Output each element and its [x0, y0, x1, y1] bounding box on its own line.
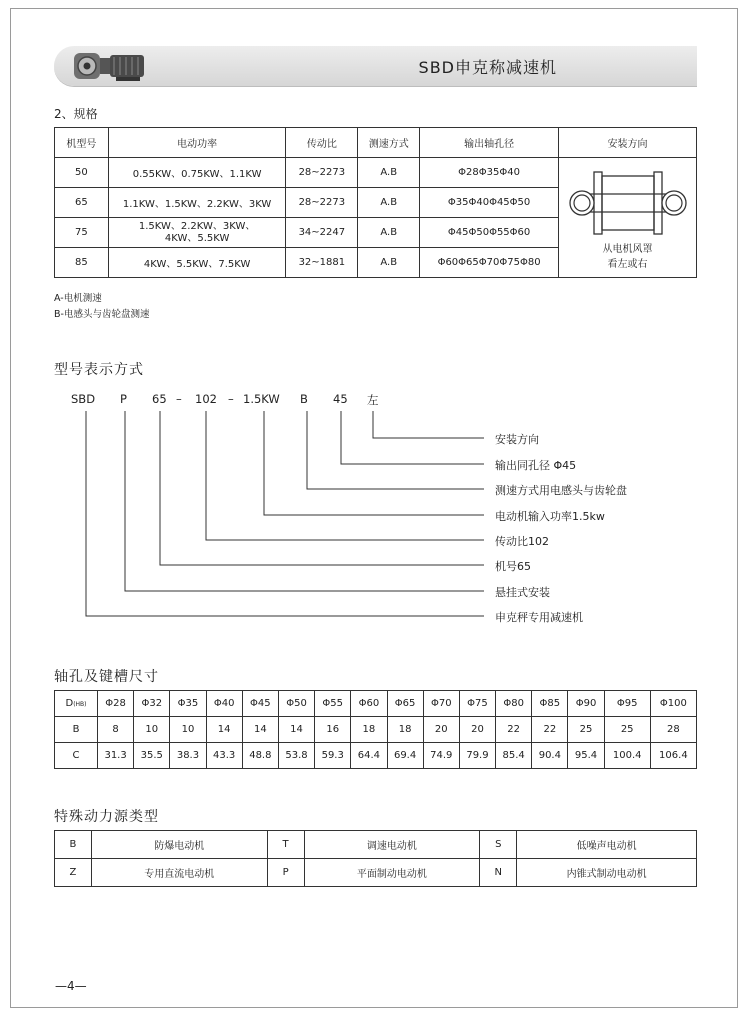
row-label-d: D(HB) — [55, 691, 98, 717]
speed-cell: A.B — [358, 248, 420, 278]
power-cell: 1.1KW、1.5KW、2.2KW、3KW — [108, 188, 286, 218]
type-code: T — [267, 831, 304, 859]
row-label-b: B — [55, 717, 98, 743]
page-title: SBD申克称减速机 — [418, 58, 557, 77]
d-cell: Φ95 — [604, 691, 650, 717]
table-row — [55, 743, 697, 769]
d-cell: Φ28 — [98, 691, 134, 717]
c-cell: 90.4 — [532, 743, 568, 769]
b-cell: 10 — [170, 717, 206, 743]
model-cell: 85 — [55, 248, 109, 278]
b-cell: 14 — [206, 717, 242, 743]
motor-types-table — [54, 830, 697, 887]
legend-speed-method: 测速方式用电感头与齿轮盘 — [495, 484, 627, 497]
d-cell: Φ40 — [206, 691, 242, 717]
c-cell: 38.3 — [170, 743, 206, 769]
model-cell: 50 — [55, 158, 109, 188]
legend-schenck-reducer: 申克秤专用减速机 — [495, 611, 583, 624]
c-cell: 74.9 — [423, 743, 459, 769]
speed-cell: A.B — [358, 188, 420, 218]
b-cell: 8 — [98, 717, 134, 743]
speed-cell: A.B — [358, 218, 420, 248]
b-cell: 14 — [242, 717, 278, 743]
speed-cell: A.B — [358, 158, 420, 188]
ratio-cell: 34~2247 — [286, 218, 358, 248]
c-cell: 31.3 — [98, 743, 134, 769]
d-cell: Φ65 — [387, 691, 423, 717]
type-name: 专用直流电动机 — [91, 859, 267, 887]
b-cell: 18 — [351, 717, 387, 743]
type-name: 内锥式制动电动机 — [517, 859, 697, 887]
bore-cell: Φ45Φ50Φ55Φ60 — [420, 218, 559, 248]
model-cell: 75 — [55, 218, 109, 248]
c-cell: 85.4 — [496, 743, 532, 769]
header-cell: 安装方向 — [559, 128, 697, 158]
b-cell: 20 — [423, 717, 459, 743]
type-code: P — [267, 859, 304, 887]
legend-output-bore: 输出同孔径 Φ45 — [495, 459, 577, 472]
ratio-cell: 32~1881 — [286, 248, 358, 278]
c-cell: 79.9 — [459, 743, 495, 769]
c-cell: 35.5 — [134, 743, 170, 769]
d-cell: Φ90 — [568, 691, 604, 717]
type-name: 平面制动电动机 — [304, 859, 480, 887]
legend-ratio: 传动比102 — [495, 535, 549, 548]
type-code: Z — [55, 859, 92, 887]
code-part: 102 — [195, 392, 217, 406]
header-cell: 输出轴孔径 — [420, 128, 559, 158]
b-cell: 14 — [278, 717, 314, 743]
code-part: SBD — [71, 392, 96, 406]
power-cell: 4KW、5.5KW、7.5KW — [108, 248, 286, 278]
d-cell: Φ85 — [532, 691, 568, 717]
table-row — [55, 717, 697, 743]
bore-cell: Φ28Φ35Φ40 — [420, 158, 559, 188]
d-cell: Φ60 — [351, 691, 387, 717]
code-part: P — [120, 392, 127, 406]
code-part: B — [300, 392, 308, 406]
d-cell: Φ50 — [278, 691, 314, 717]
b-cell: 10 — [134, 717, 170, 743]
d-cell: Φ70 — [423, 691, 459, 717]
b-cell: 22 — [496, 717, 532, 743]
c-cell: 106.4 — [650, 743, 696, 769]
d-cell: Φ35 — [170, 691, 206, 717]
d-cell: Φ80 — [496, 691, 532, 717]
b-cell: 22 — [532, 717, 568, 743]
bore-cell: Φ60Φ65Φ70Φ75Φ80 — [420, 248, 559, 278]
install-note-line1: 从电机风罩 — [602, 243, 653, 255]
b-cell: 25 — [568, 717, 604, 743]
header-cell: 传动比 — [286, 128, 358, 158]
install-note-line2: 看左或右 — [607, 258, 648, 270]
table-row — [55, 859, 697, 887]
d-cell: Φ55 — [315, 691, 351, 717]
d-cell: Φ100 — [650, 691, 696, 717]
b-cell: 25 — [604, 717, 650, 743]
note-a: A-电机测速 — [54, 293, 102, 304]
c-cell: 43.3 — [206, 743, 242, 769]
code-part: – — [228, 392, 234, 406]
header-cell: 测速方式 — [358, 128, 420, 158]
motor-types-heading: 特殊动力源类型 — [54, 809, 159, 825]
legend-input-power: 电动机输入功率1.5kw — [495, 510, 605, 523]
type-code: N — [480, 859, 517, 887]
power-cell: 0.55KW、0.75KW、1.1KW — [108, 158, 286, 188]
b-cell: 20 — [459, 717, 495, 743]
c-cell: 48.8 — [242, 743, 278, 769]
type-name: 防爆电动机 — [91, 831, 267, 859]
type-name: 调速电动机 — [304, 831, 480, 859]
b-cell: 16 — [315, 717, 351, 743]
c-cell: 69.4 — [387, 743, 423, 769]
code-part: 65 — [152, 392, 167, 406]
model-cell: 65 — [55, 188, 109, 218]
code-part: 左 — [367, 393, 379, 407]
power-line: 1.5KW、2.2KW、3KW、 — [138, 220, 256, 232]
c-cell: 59.3 — [315, 743, 351, 769]
power-line: 4KW、5.5KW — [164, 232, 230, 244]
legend-install-direction: 安装方向 — [495, 433, 539, 446]
type-code: B — [55, 831, 92, 859]
code-part: 45 — [333, 392, 348, 406]
bore-cell: Φ35Φ40Φ45Φ50 — [420, 188, 559, 218]
header-cell: 机型号 — [55, 128, 109, 158]
d-cell: Φ75 — [459, 691, 495, 717]
ratio-cell: 28~2273 — [286, 158, 358, 188]
type-code: S — [480, 831, 517, 859]
d-cell: Φ32 — [134, 691, 170, 717]
row-label-c: C — [55, 743, 98, 769]
note-b: B-电感头与齿轮盘测速 — [54, 309, 150, 320]
table-row — [55, 691, 697, 717]
header-cell: 电动功率 — [108, 128, 286, 158]
c-cell: 53.8 — [278, 743, 314, 769]
c-cell: 95.4 — [568, 743, 604, 769]
ratio-cell: 28~2273 — [286, 188, 358, 218]
legend-model-number: 机号65 — [495, 560, 531, 573]
code-part: 1.5KW — [243, 392, 280, 406]
d-cell: Φ45 — [242, 691, 278, 717]
c-cell: 64.4 — [351, 743, 387, 769]
bore-keyway-table — [54, 690, 697, 769]
page-number: —4— — [55, 979, 87, 993]
b-cell: 18 — [387, 717, 423, 743]
b-cell: 28 — [650, 717, 696, 743]
code-part: – — [176, 392, 182, 406]
table-row — [55, 831, 697, 859]
spec-heading: 2、规格 — [54, 107, 98, 121]
type-name: 低噪声电动机 — [517, 831, 697, 859]
model-code-heading: 型号表示方式 — [54, 362, 144, 378]
c-cell: 100.4 — [604, 743, 650, 769]
legend-hanging-mount: 悬挂式安装 — [495, 586, 550, 599]
bore-heading: 轴孔及键槽尺寸 — [54, 669, 159, 685]
